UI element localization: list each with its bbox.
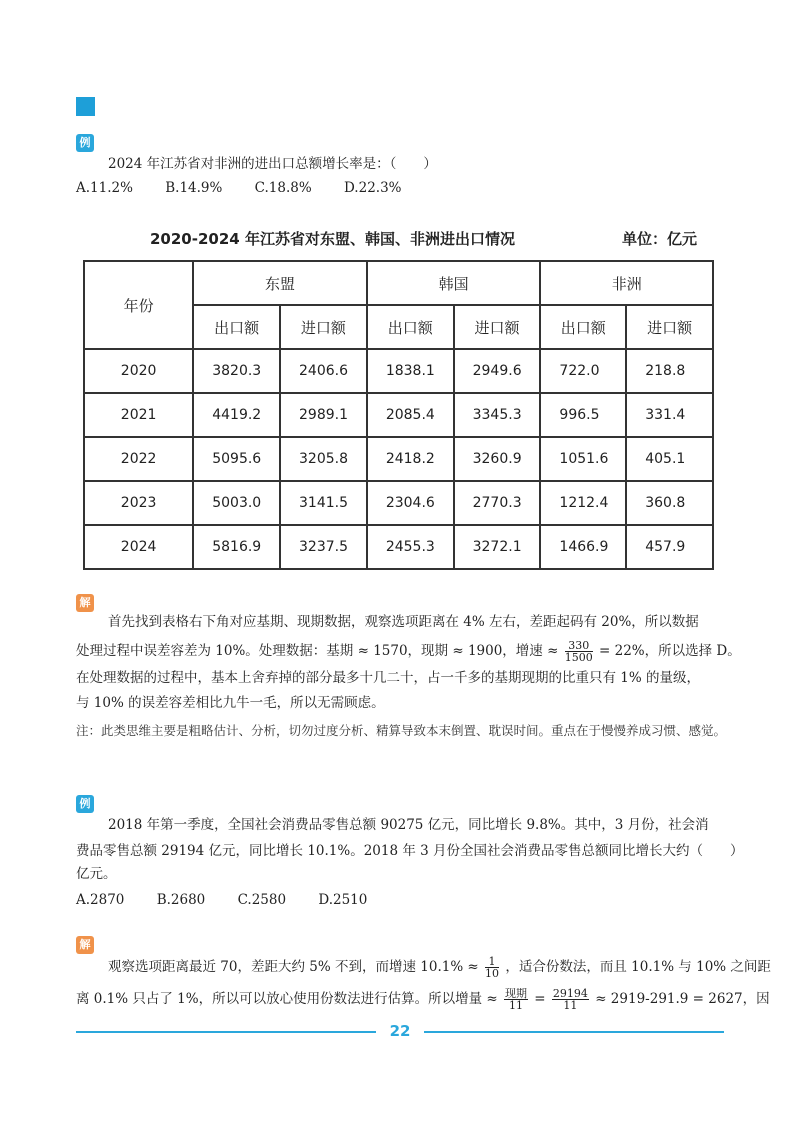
table-title: 2020-2024 年江苏省对东盟、韩国、非洲进出口情况 — [150, 230, 515, 248]
table-row — [84, 525, 713, 569]
footer-rule-left — [76, 1031, 376, 1033]
trade-table — [83, 260, 714, 570]
year-cell: 2020 — [84, 349, 193, 393]
example-tag: 例 — [76, 134, 94, 152]
table-cell: 2418.2 — [367, 437, 454, 481]
table-cell: 3260.9 — [454, 437, 541, 481]
sub-header: 进口额 — [626, 305, 713, 349]
fraction: $\frac{1}{10}$ — [485, 955, 500, 980]
table-unit: 单位：亿元 — [622, 230, 698, 248]
option-b: B.2680 — [156, 892, 206, 908]
table-cell: 2455.3 — [367, 525, 454, 569]
option-b: B.14.9% — [165, 180, 223, 196]
table-cell: 4419.2 — [193, 393, 280, 437]
year-cell: 2024 — [84, 525, 193, 569]
option-c: C.18.8% — [254, 180, 312, 196]
table-cell: 2770.3 — [454, 481, 541, 525]
year-cell: 2021 — [84, 393, 193, 437]
sub-header: 出口额 — [540, 305, 626, 349]
table-cell: 331.4 — [626, 393, 713, 437]
table-cell: 3820.3 — [193, 349, 280, 393]
group-header: 韩国 — [367, 261, 541, 305]
group-header: 东盟 — [193, 261, 367, 305]
question-2-line-2: 费品零售总额 29194 亿元，同比增长 10.1%。2018 年 3 月份全国社会消费品零售总额同比增长大约（ ） — [76, 843, 744, 859]
solution-tag: 解 — [76, 594, 94, 612]
sub-header: 出口额 — [367, 305, 454, 349]
example-tag: 例 — [76, 795, 94, 813]
table-cell: 405.1 — [626, 437, 713, 481]
year-cell: 2023 — [84, 481, 193, 525]
table-cell: 5816.9 — [193, 525, 280, 569]
table-cell: 3141.5 — [280, 481, 367, 525]
table-cell: 2949.6 — [454, 349, 541, 393]
table-row — [84, 437, 713, 481]
table-cell: 2304.6 — [367, 481, 454, 525]
solution-1-line-4: 与 10% 的误差容差相比九牛一毛，所以无需顾虑。 — [76, 695, 385, 711]
solution-1-line-3: 在处理数据的过程中，基本上舍弃掉的部分最多十几二十，占一千多的基期现期的比重只有 1% 的量级， — [76, 670, 700, 686]
sub-header: 出口额 — [193, 305, 280, 349]
table-cell: 1212.4 — [540, 481, 626, 525]
table-cell: 457.9 — [626, 525, 713, 569]
solution-1-note: 注：此类思维主要是粗略估计、分析，切勿过度分析、精算导致本末倒置、耽误时间。重点在于慢慢养成习惯、感觉。 — [76, 723, 727, 738]
table-cell: 218.8 — [626, 349, 713, 393]
table-row — [84, 393, 713, 437]
page-number: 22 — [389, 1022, 411, 1040]
option-a: A.2870 — [76, 892, 125, 908]
table-cell: 360.8 — [626, 481, 713, 525]
year-header: 年份 — [84, 261, 193, 349]
solution-2-line-2: 离 0.1% 只占了 1%，所以可以放心使用份数法进行估算。所以增量 ≈ $\frac{\text{现期}}{11}$ = $\frac{29194}{11}$ ≈ 2919-291.9 = 2627，因 — [76, 987, 770, 1012]
table-row — [84, 481, 713, 525]
question-1-text: 2024 年江苏省对非洲的进出口总额增长率是：（ ） — [108, 156, 437, 172]
table-cell: 3272.1 — [454, 525, 541, 569]
footer-rule-right — [424, 1031, 724, 1033]
table-cell: 3205.8 — [280, 437, 367, 481]
fraction: $\frac{330}{1500}$ — [564, 639, 593, 664]
solution-tag: 解 — [76, 936, 94, 954]
table-cell: 2406.6 — [280, 349, 367, 393]
table-row — [84, 349, 713, 393]
table-cell: 2989.1 — [280, 393, 367, 437]
option-c: C.2580 — [237, 892, 287, 908]
solution-2-line-1: 观察选项距离最近 70，差距大约 5% 不到，而增速 10.1% ≈ $\frac{1}{10}$ ，适合份数法，而且 10.1% 与 10% 之间距 — [108, 955, 771, 980]
solution-1-line-1: 首先找到表格右下角对应基期、现期数据，观察选项距离在 4% 左右，差距起码有 20%，所以数据 — [108, 614, 699, 630]
table-cell: 722.0 — [540, 349, 626, 393]
table-cell: 3237.5 — [280, 525, 367, 569]
table-cell: 1051.6 — [540, 437, 626, 481]
solution-1-line-2: 处理过程中误差容差为 10%。处理数据：基期 ≈ 1570，现期 ≈ 1900，增速 ≈ $\frac{330}{1500}$ = 22%，所以选择 D。 — [76, 639, 741, 664]
table-cell: 2085.4 — [367, 393, 454, 437]
sub-header: 进口额 — [280, 305, 367, 349]
question-2-line-3: 亿元。 — [76, 866, 117, 882]
table-cell: 3345.3 — [454, 393, 541, 437]
fraction: $\frac{\text{现期}}{11}$ — [505, 987, 527, 1012]
table-cell: 5003.0 — [193, 481, 280, 525]
fraction: $\frac{29194}{11}$ — [552, 987, 588, 1012]
table-cell: 5095.6 — [193, 437, 280, 481]
group-header: 非洲 — [540, 261, 713, 305]
year-cell: 2022 — [84, 437, 193, 481]
question-2-options — [76, 892, 395, 908]
option-a: A.11.2% — [76, 180, 133, 196]
section-marker — [76, 97, 95, 116]
table-cell: 996.5 — [540, 393, 626, 437]
option-d: D.2510 — [318, 892, 368, 908]
option-d: D.22.3% — [343, 180, 402, 196]
sub-header: 进口额 — [454, 305, 541, 349]
table-cell: 1838.1 — [367, 349, 454, 393]
question-2-line-1: 2018 年第一季度，全国社会消费品零售总额 90275 亿元，同比增长 9.8%。其中，3 月份，社会消 — [108, 817, 709, 833]
question-1-options — [76, 180, 430, 196]
table-cell: 1466.9 — [540, 525, 626, 569]
